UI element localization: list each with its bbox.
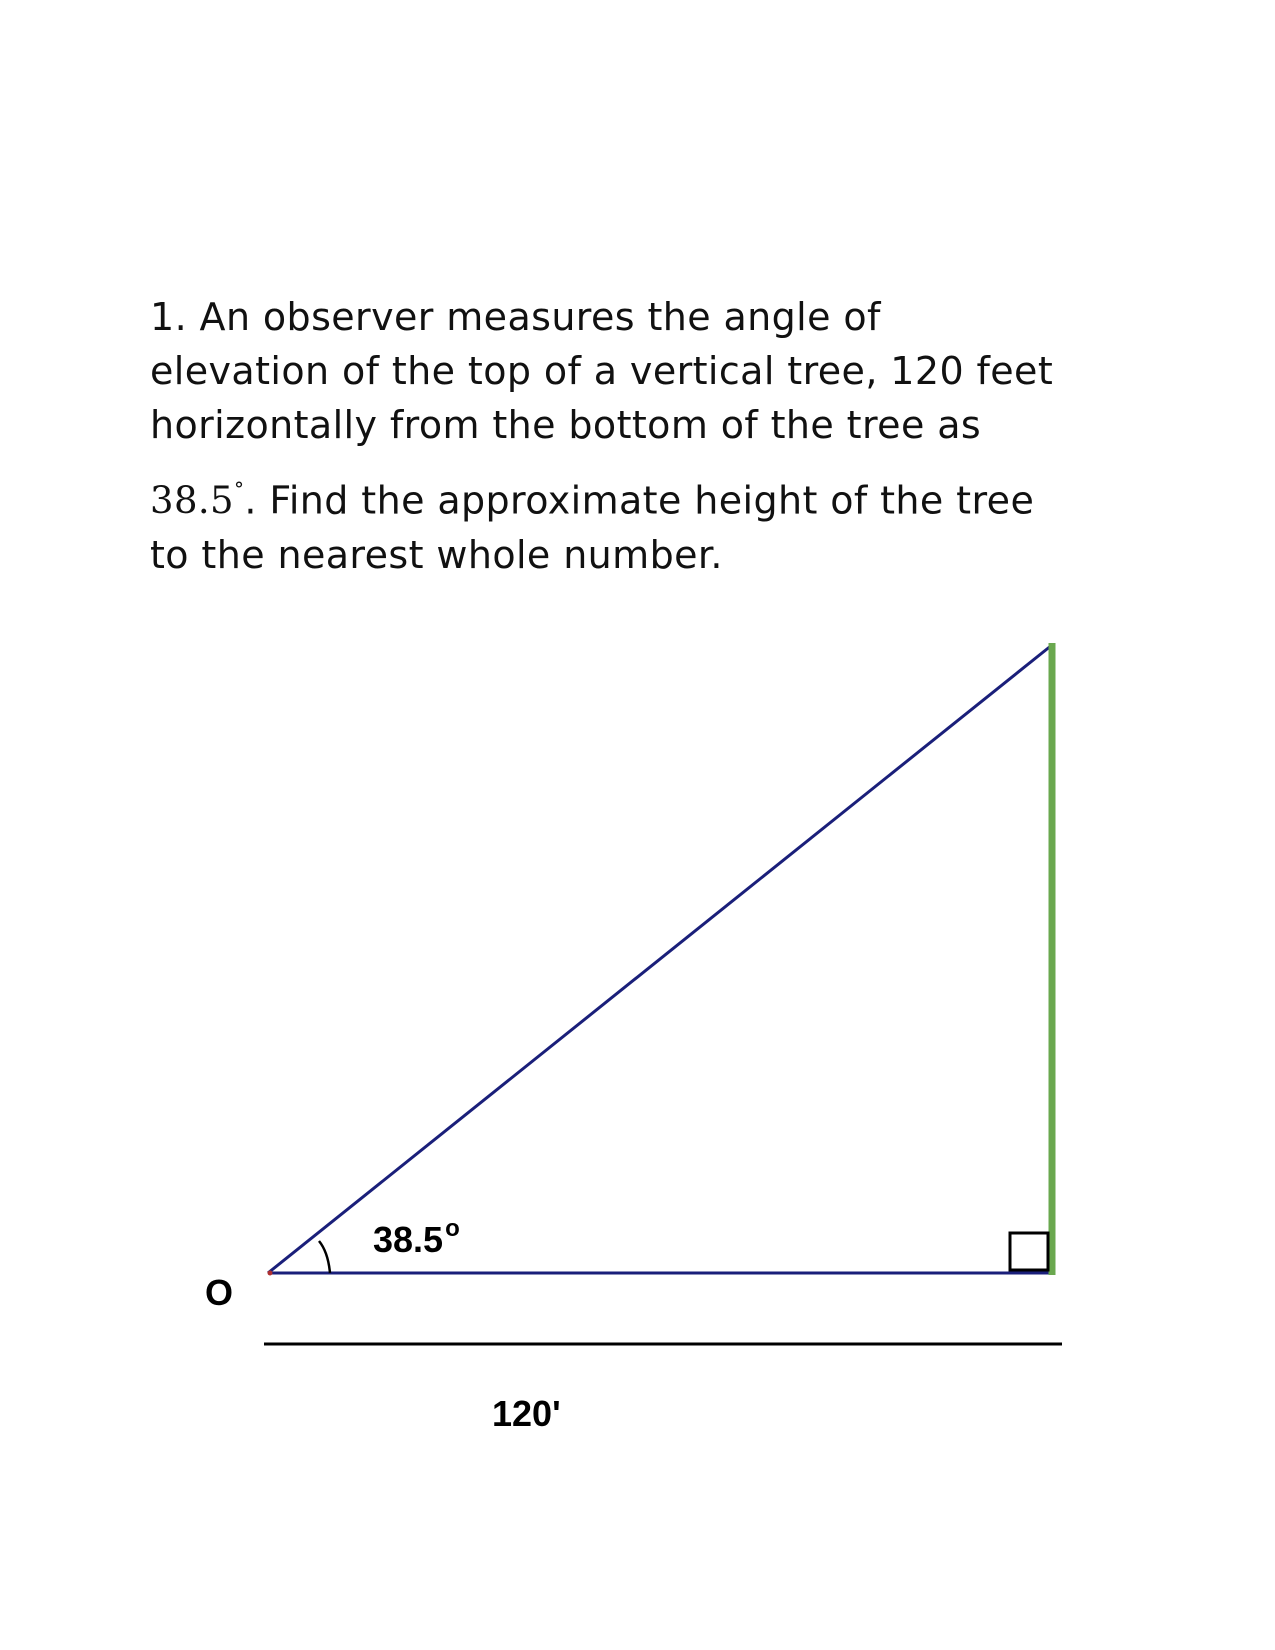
angle-label-value: 38.5 [373, 1219, 444, 1260]
problem-number: 1. [150, 295, 188, 339]
observer-point [268, 1271, 273, 1276]
problem-line-4-text: . Find the approximate height of the tree [244, 478, 1035, 523]
problem-line-5: to the nearest whole number. [150, 533, 723, 578]
observer-label: O [205, 1272, 234, 1313]
angle-arc [319, 1241, 330, 1273]
problem-line-2: elevation of the top of a vertical tree, 120 feet [150, 349, 1054, 393]
angle-label-degree: o [445, 1215, 460, 1242]
problem-line-3: horizontally from the bottom of the tree as [150, 403, 982, 447]
angle-label [373, 1215, 460, 1260]
problem-angle-number: 38.5 [150, 479, 234, 523]
line-of-sight [268, 645, 1052, 1273]
problem-line-1-text: An observer measures the angle of [199, 295, 881, 339]
distance-label: 120' [492, 1393, 561, 1434]
right-angle-marker [1010, 1233, 1048, 1270]
problem-degree-symbol: ° [233, 477, 245, 501]
